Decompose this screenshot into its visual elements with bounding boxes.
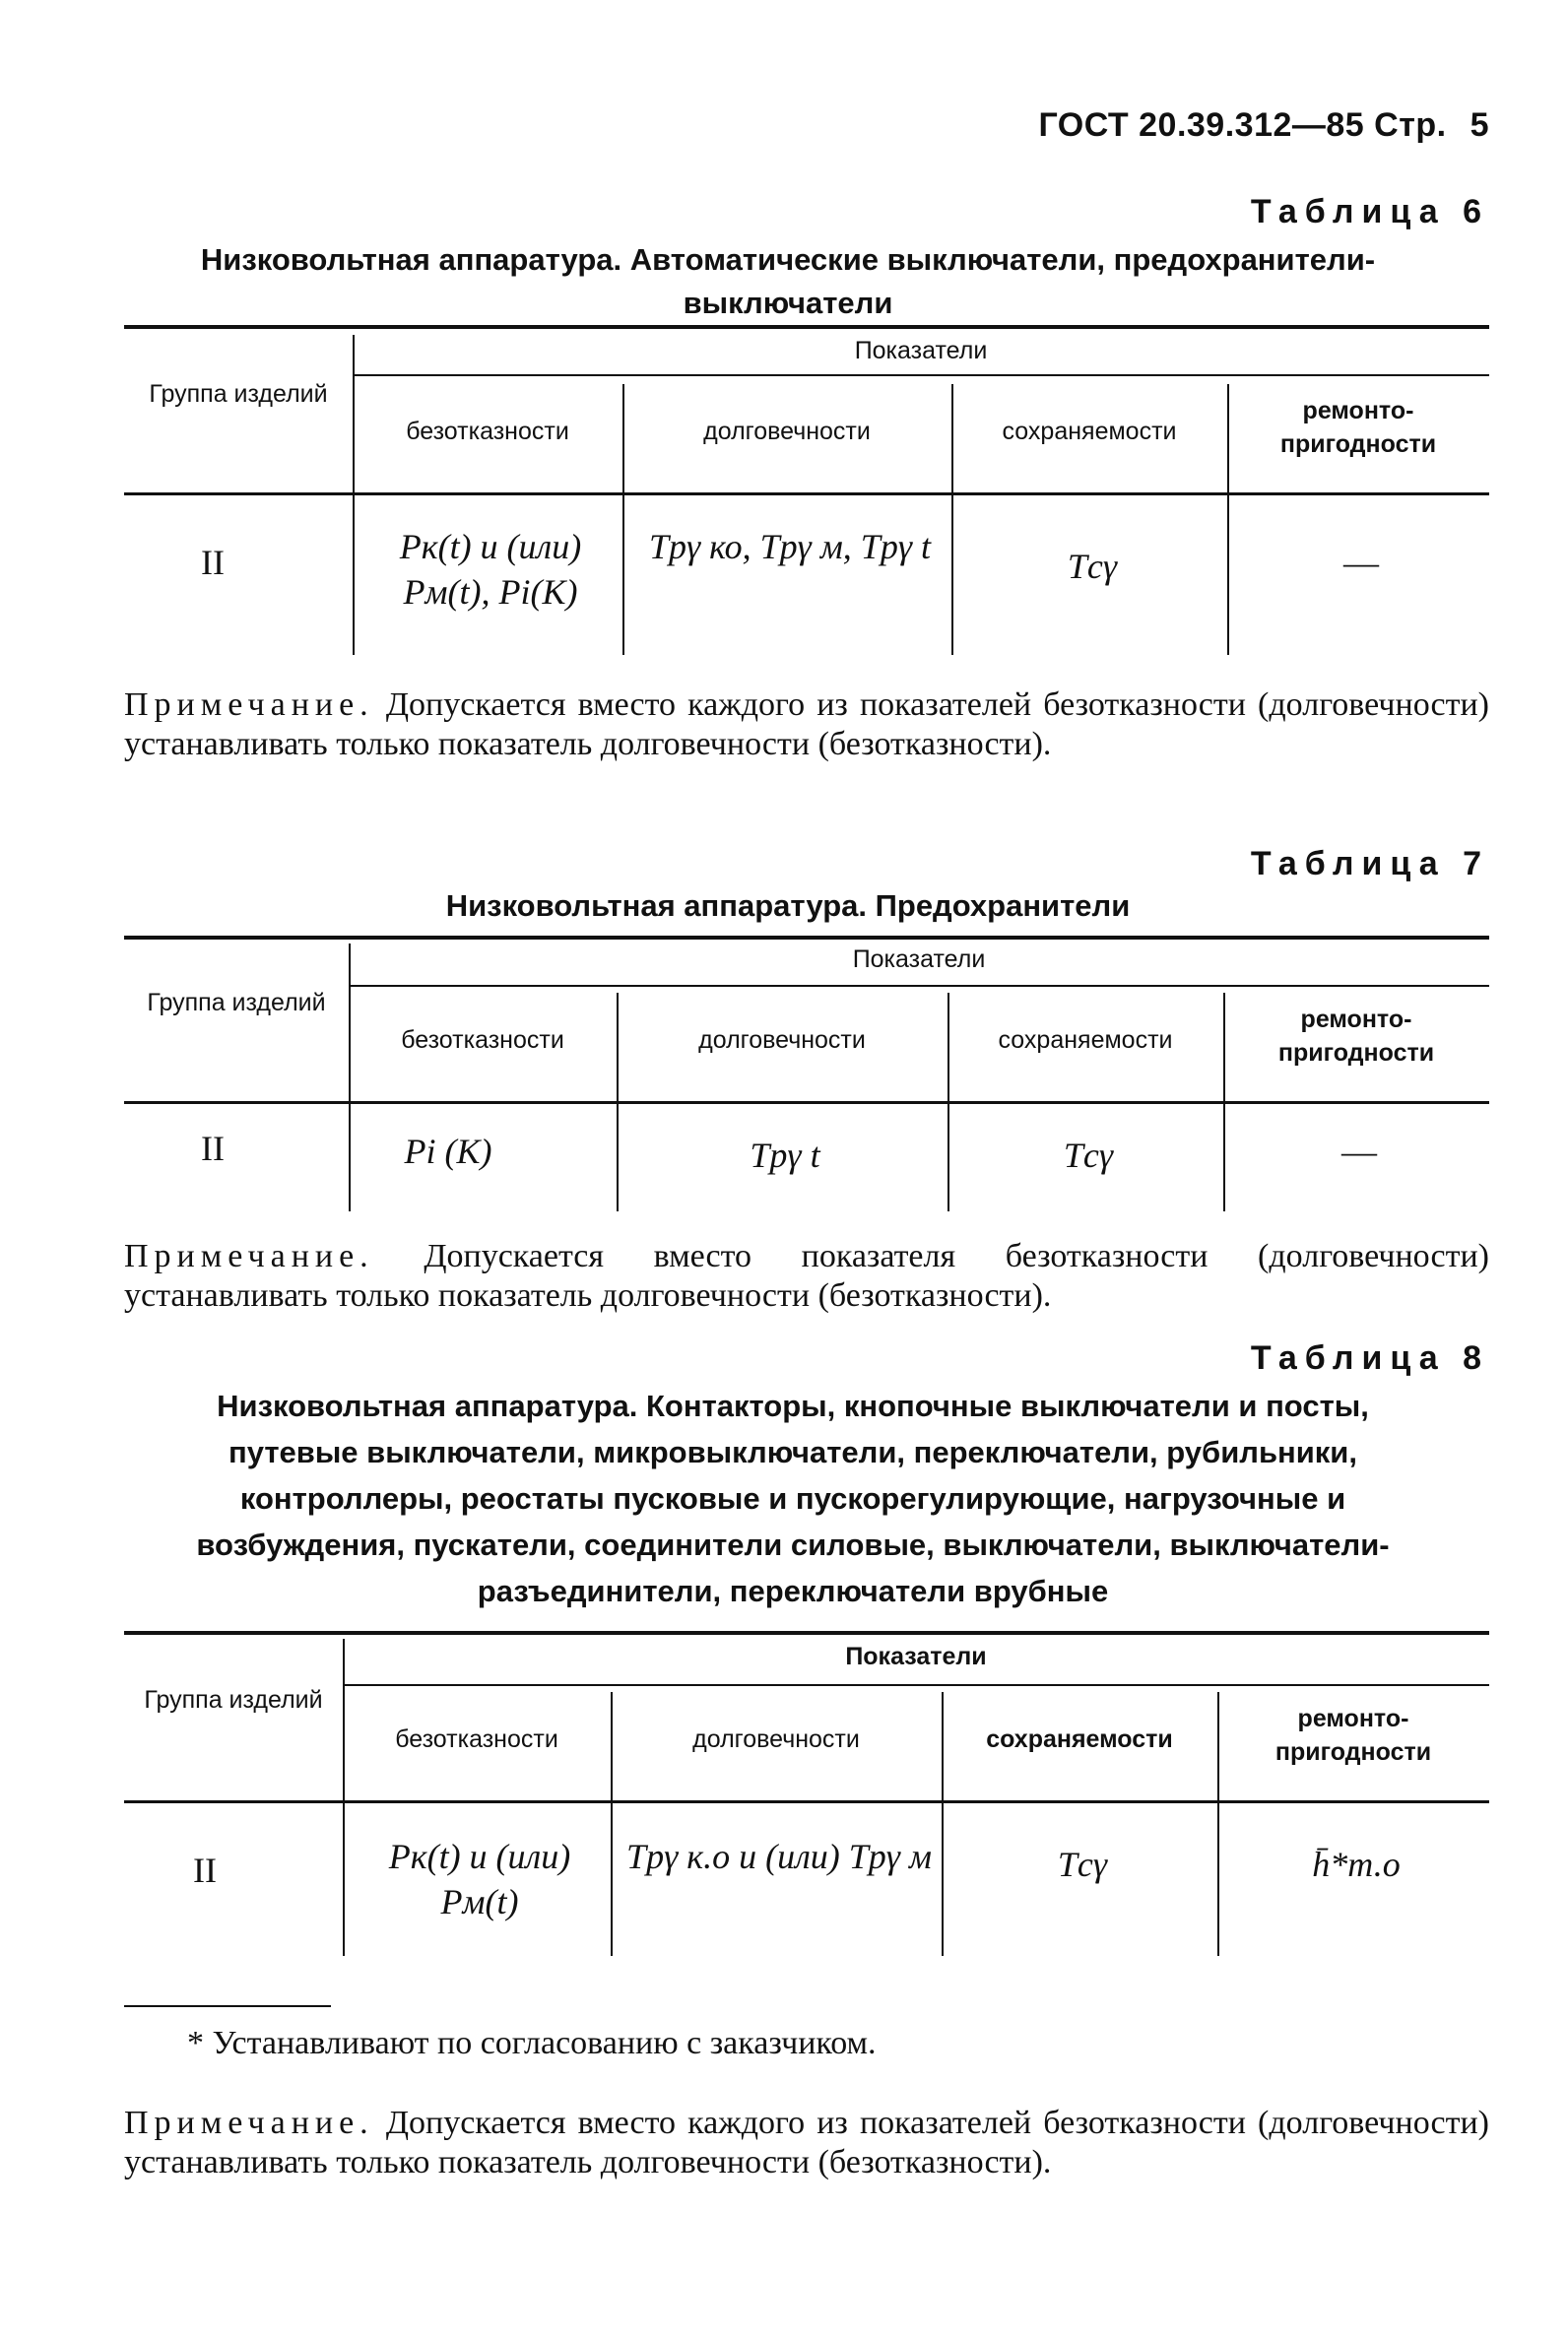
header-maintainability: ремонто-пригодности <box>1279 397 1437 458</box>
durability-cell: Tрγ t <box>750 1136 820 1175</box>
header-reliability: безотказности <box>401 1026 564 1054</box>
header-durability: долговечности <box>703 418 871 445</box>
header-maintainability: ремонто-пригодности <box>1277 1006 1435 1067</box>
group-cell: II <box>193 1851 217 1890</box>
header-storability: сохраняемости <box>1002 418 1177 445</box>
maintainability-cell: — <box>1343 543 1379 582</box>
note-lead: Примечание. <box>124 1238 374 1274</box>
footnote: * Устанавливают по согласованию с заказчиком. <box>187 2025 877 2061</box>
group-header: Группа изделий <box>144 1686 323 1714</box>
table-7-note <box>124 1237 1489 1316</box>
table-6 <box>124 325 1489 665</box>
note-text: Допускается вместо каждого из показателей безотказности (долговечности) устанавливать только показатель долговечности (безотказности). <box>124 686 1490 762</box>
table-8-title: Низковольтная аппаратура. Контакторы, кнопочные выключатели и посты, путевые выключатели, микровыключатели, переключатели, рубильники, контроллеры, реостаты пусковые и пускорегулирующие, нагрузочные и возбуждения, пускатели, соединители силовые, выключатели, выключатели-разъединители, переключатели врубные <box>196 1389 1390 1608</box>
durability-cell: Tрγ к.о и (или) Tрγ м <box>626 1837 932 1876</box>
table-8-note <box>124 2104 1489 2182</box>
group-cell: II <box>201 543 225 582</box>
indicators-header: Показатели <box>854 337 988 364</box>
note-text: Допускается вместо показателя безотказности (долговечности) устанавливать только показатель долговечности (безотказности). <box>124 1238 1489 1314</box>
table-7 <box>124 936 1489 1221</box>
header-storability: сохраняемости <box>998 1026 1173 1054</box>
reliability-cell: Pк(t) и (или) Pм(t), Pi(K) <box>399 527 582 612</box>
storability-cell: Tсγ <box>1067 547 1118 586</box>
group-header: Группа изделий <box>147 989 326 1016</box>
page-number: 5 <box>1470 106 1489 144</box>
table-8-label: Таблица 8 <box>1250 1339 1489 1377</box>
header-maintainability: ремонто-пригодности <box>1274 1705 1432 1766</box>
group-header: Группа изделий <box>149 380 328 408</box>
maintainability-cell: h̄*т.о <box>1312 1845 1401 1884</box>
table-7-label: Таблица 7 <box>1250 845 1489 882</box>
header-reliability: безотказности <box>395 1725 558 1753</box>
storability-cell: Tсγ <box>1057 1845 1108 1884</box>
reliability-cell: Pi (K) <box>404 1132 492 1171</box>
footnote-rule <box>124 2005 331 2007</box>
note-text: Допускается вместо каждого из показателей безотказности (долговечности) устанавливать только показатель долговечности (безотказности). <box>124 2105 1490 2180</box>
table-6-title: Низковольтная аппаратура. Автоматические выключатели, предохранители-выключатели <box>200 242 1376 320</box>
maintainability-cell: — <box>1341 1132 1377 1171</box>
indicators-header: Показатели <box>845 1643 987 1670</box>
durability-cell: Tрγ ко, Tрγ м, Tрγ t <box>648 527 932 566</box>
table-6-note <box>124 685 1489 764</box>
header-doc: ГОСТ 20.39.312—85 Стр. <box>1038 106 1447 144</box>
group-cell: II <box>201 1129 225 1168</box>
header-reliability: безотказности <box>406 418 569 445</box>
header-durability: долговечности <box>698 1026 866 1054</box>
table-7-title: Низковольтная аппаратура. Предохранители <box>445 888 1131 923</box>
table-8 <box>124 1631 1489 1966</box>
header-durability: долговечности <box>692 1725 860 1753</box>
note-lead: Примечание. <box>124 2105 374 2141</box>
header-storability: сохраняемости <box>986 1725 1173 1753</box>
storability-cell: Tсγ <box>1063 1136 1114 1175</box>
page-header <box>1038 106 1489 145</box>
table-6-label: Таблица 6 <box>1250 193 1489 230</box>
reliability-cell: Pк(t) и (или) Pм(t) <box>388 1837 571 1921</box>
indicators-header: Показатели <box>852 945 986 973</box>
note-lead: Примечание. <box>124 686 374 723</box>
